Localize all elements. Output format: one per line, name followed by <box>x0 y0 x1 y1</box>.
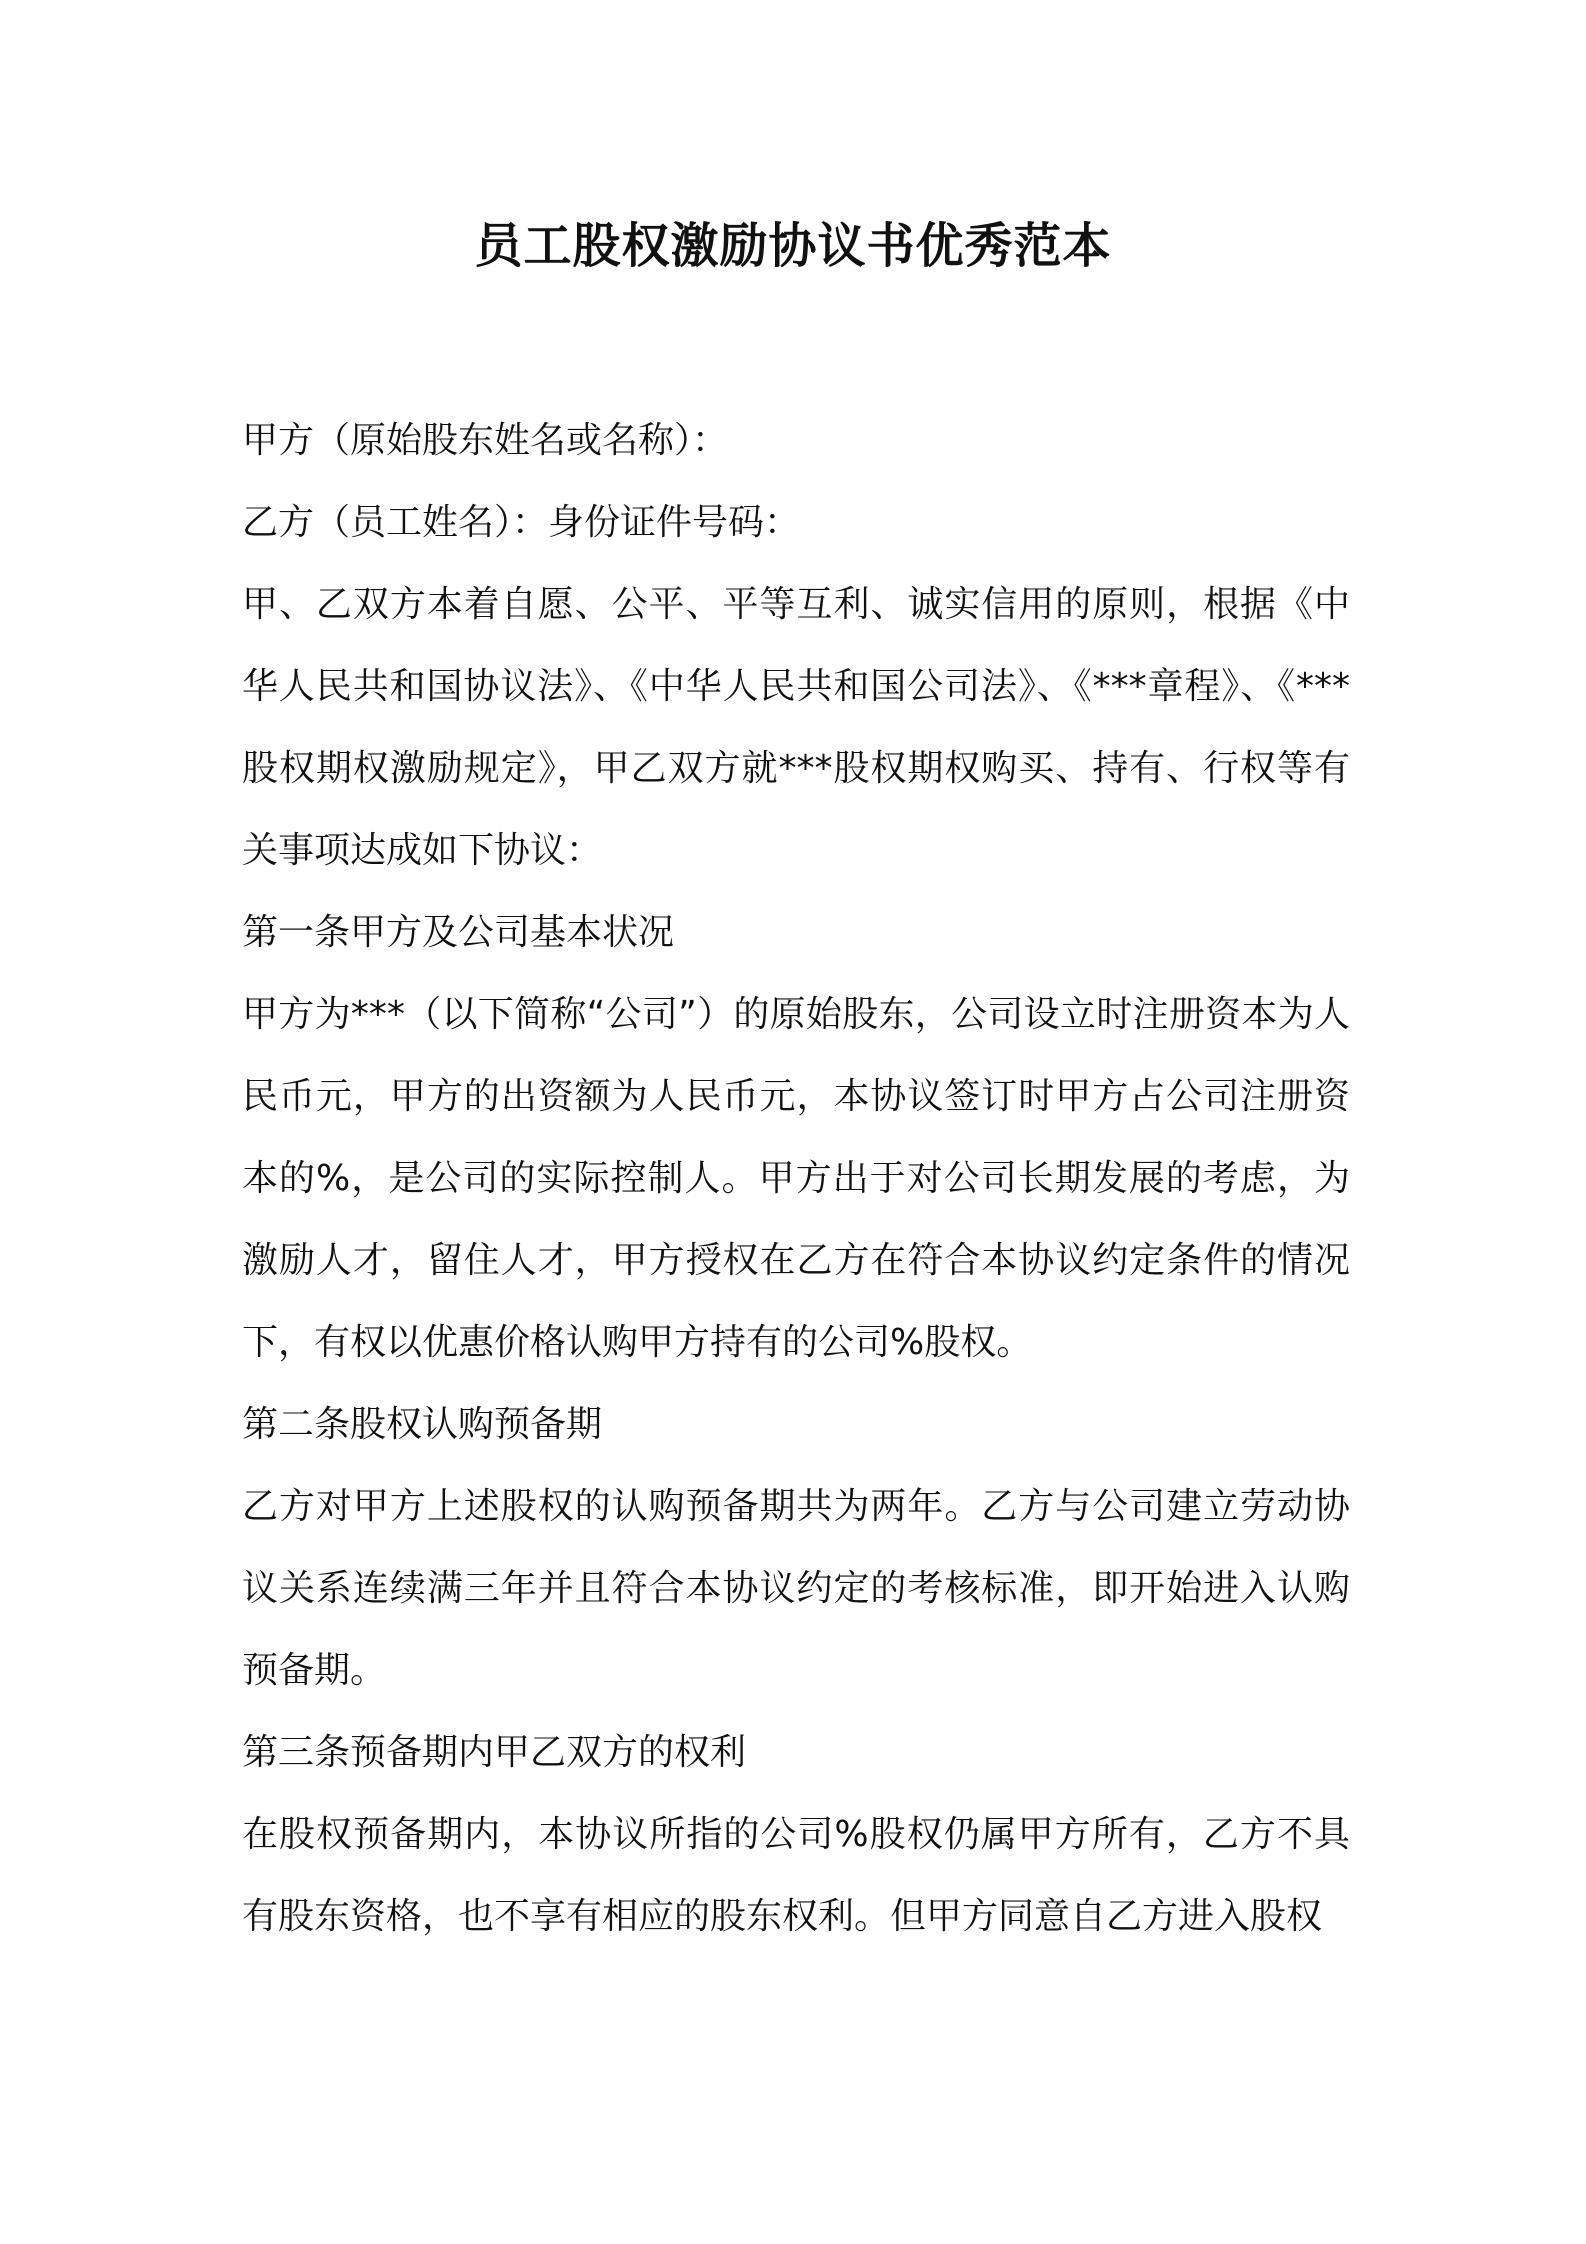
article-3-paragraph: 在股权预备期内，本协议所指的公司%股权仍属甲方所有，乙方不具有股东资格，也不享有相应的股东权利。但甲方同意自乙方进入股权 <box>242 1814 1350 1937</box>
document-title: 员工股权激励协议书优秀范本 <box>474 218 1112 274</box>
article-2-heading: 第二条股权认购预备期 <box>242 1404 603 1445</box>
document-body <box>242 400 1350 1958</box>
article-2-paragraph: 乙方对甲方上述股权的认购预备期共为两年。乙方与公司建立劳动协议关系连续满三年并且符合本协议约定的考核标准，即开始进入认购预备期。 <box>242 1486 1350 1691</box>
party-b-line: 乙方（员工姓名）：身份证件号码： <box>242 502 801 543</box>
party-a-line: 甲方（原始股东姓名或名称）： <box>242 420 729 461</box>
article-3-heading: 第三条预备期内甲乙双方的权利 <box>242 1732 747 1773</box>
article-1-heading: 第一条甲方及公司基本状况 <box>242 912 675 953</box>
preamble-paragraph: 甲、乙双方本着自愿、公平、平等互利、诚实信用的原则，根据《中华人民共和国协议法》、《中华人民共和国公司法》、《***章程》、《***股权期权激励规定》，甲乙双方就***股权期权购买、持有、行权等有关事项达成如下协议： <box>242 584 1350 871</box>
article-1-paragraph: 甲方为***（以下简称“公司”）的原始股东，公司设立时注册资本为人民币元，甲方的出资额为人民币元，本协议签订时甲方占公司注册资本的%，是公司的实际控制人。甲方出于对公司长期发展的考虑，为激励人才，留住人才，甲方授权在乙方在符合本协议约定条件的情况下，有权以优惠价格认购甲方持有的公司%股权。 <box>242 994 1350 1363</box>
